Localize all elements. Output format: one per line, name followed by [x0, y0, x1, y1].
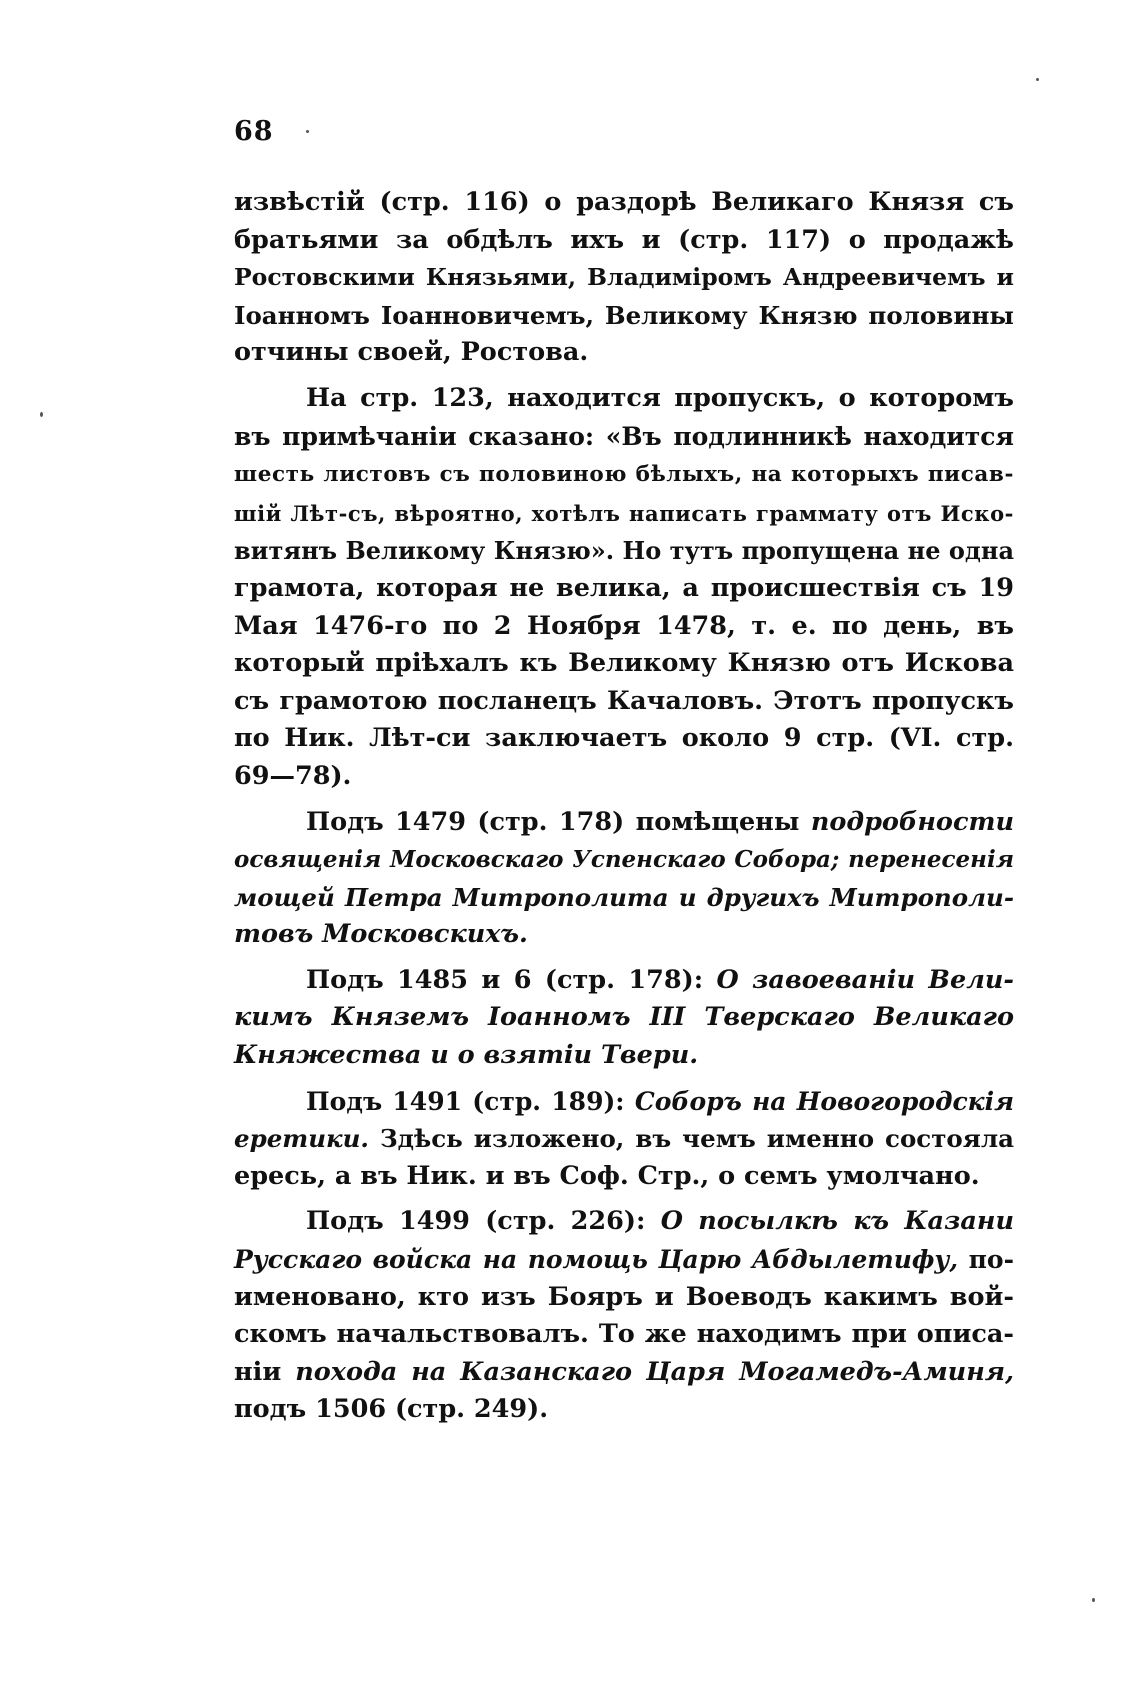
text-run: Подъ 1485 и 6 (стр. 178):	[306, 964, 717, 995]
text-line	[234, 1241, 1014, 1279]
text-run: Подъ 1499 (стр. 226):	[306, 1206, 661, 1237]
text-line	[234, 222, 1014, 260]
text-run: Здѣсь изложено, въ чемъ именно состояла	[368, 1124, 1014, 1154]
paragraph-gap	[234, 1075, 1014, 1083]
text-run: по-	[958, 1245, 1014, 1275]
text-line	[234, 1037, 1014, 1075]
text-line	[234, 962, 1014, 1000]
text-run: витянъ Великому Князю». Но тутъ пропущена не одна	[234, 536, 1014, 566]
text-run: ніи	[234, 1356, 296, 1387]
text-run: который пріѣхалъ къ Великому Князю отъ Искова	[234, 648, 1014, 679]
text-run: Подъ 1491 (стр. 189):	[306, 1086, 635, 1116]
scan-speck	[306, 130, 309, 133]
text-line	[234, 916, 1014, 954]
paragraph-gap	[234, 954, 1014, 962]
text-line	[234, 758, 1014, 796]
text-line	[234, 1316, 1014, 1354]
text-line	[234, 418, 1014, 456]
page-number: 68	[234, 116, 274, 147]
text-run: Подъ 1479 (стр. 178) помѣщены	[306, 806, 811, 837]
text-line	[234, 1203, 1014, 1241]
italic-text-run: О завоеваніи Вели-	[716, 964, 1014, 995]
text-line	[234, 1120, 1014, 1158]
text-line	[234, 259, 1014, 297]
text-run: шесть листовъ съ половиною бѣлыхъ, на которыхъ писав-	[234, 462, 1014, 488]
text-run: именовано, кто изъ Бояръ и Воеводъ какимъ вой-	[234, 1281, 1014, 1312]
italic-text-run: кимъ Княземъ Іоанномъ III Тверскаго Великаго	[234, 1002, 1014, 1033]
text-run: отчины своей, Ростова.	[234, 337, 589, 368]
text-run: На стр. 123, находится пропускъ, о которомъ	[306, 382, 1014, 413]
body-text	[234, 184, 1014, 1429]
text-run: подъ 1506 (стр. 249).	[234, 1394, 549, 1425]
italic-text-run: Соборъ на Новогородскія	[634, 1086, 1014, 1116]
italic-text-run: О посылкѣ къ Казани	[660, 1206, 1014, 1237]
text-line	[234, 1158, 1014, 1196]
italic-text-run: похода на Казанскаго Царя Могамедъ-Аминя,	[295, 1356, 1014, 1387]
text-line	[234, 879, 1014, 917]
italic-text-run: еретики.	[234, 1124, 369, 1154]
text-run: шій Лѣт-съ, вѣроятно, хотѣлъ написать граммату отъ Иско-	[234, 500, 1014, 526]
text-run: грамота, которая не велика, а происшествія съ 19	[234, 572, 1014, 603]
text-run: скомъ начальствовалъ. То же находимъ при описа-	[234, 1319, 1014, 1350]
text-run: ересь, а въ Ник. и въ Соф. Стр., о семъ умолчано.	[234, 1160, 980, 1191]
text-run: съ грамотою посланецъ Качаловъ. Этотъ пропускъ	[234, 685, 1014, 716]
scan-speck	[40, 412, 43, 417]
italic-text-run: подробности	[810, 806, 1014, 837]
paragraph-gap	[234, 796, 1014, 804]
text-line	[234, 1391, 1014, 1429]
text-run: Іоанномъ Іоанновичемъ, Великому Князю половины	[234, 300, 1014, 330]
scan-speck	[1092, 1598, 1095, 1602]
text-line	[234, 841, 1014, 879]
paragraph-gap	[234, 372, 1014, 380]
text-run: извѣстій (стр. 116) о раздорѣ Великаго Князя съ	[234, 187, 1014, 217]
text-line	[234, 1279, 1014, 1317]
text-line	[234, 532, 1014, 570]
scan-speck	[1036, 78, 1039, 81]
text-line	[234, 683, 1014, 721]
text-line	[234, 999, 1014, 1037]
text-run: Ростовскими Князьями, Владиміромъ Андреевичемъ и	[234, 263, 1014, 292]
text-line	[234, 720, 1014, 758]
text-line	[234, 608, 1014, 646]
text-line	[234, 570, 1014, 608]
paragraph-gap	[234, 1195, 1014, 1203]
text-line	[234, 494, 1014, 533]
text-run: 69—78).	[234, 760, 352, 791]
text-line	[234, 334, 1014, 372]
text-line	[234, 455, 1014, 494]
italic-text-run: Княжества и о взятіи Твери.	[234, 1040, 699, 1071]
text-line	[234, 1354, 1014, 1392]
text-line	[234, 297, 1014, 335]
text-run: братьями за обдѣлъ ихъ и (стр. 117) о продажѣ	[234, 224, 1014, 255]
text-line	[234, 184, 1014, 222]
italic-text-run: товъ Московскихъ.	[234, 919, 528, 950]
text-run: въ примѣчаніи сказано: «Въ подлинникѣ находится	[234, 421, 1014, 451]
text-line	[234, 804, 1014, 842]
text-line	[234, 1083, 1014, 1121]
text-line	[234, 645, 1014, 683]
italic-text-run: освященія Московскаго Успенскаго Собора; перенесенія	[234, 846, 1014, 874]
text-run: Мая 1476-го по 2 Ноября 1478, т. е. по день, въ	[234, 610, 1014, 641]
italic-text-run: Русскаго войска на помощь Царю Абдылетифу,	[234, 1245, 959, 1275]
italic-text-run: мощей Петра Митрополита и другихъ Митрополи-	[234, 882, 1014, 912]
text-line	[234, 380, 1014, 418]
text-run: по Ник. Лѣт-си заключаетъ около 9 стр. (VI. стр.	[234, 723, 1014, 754]
